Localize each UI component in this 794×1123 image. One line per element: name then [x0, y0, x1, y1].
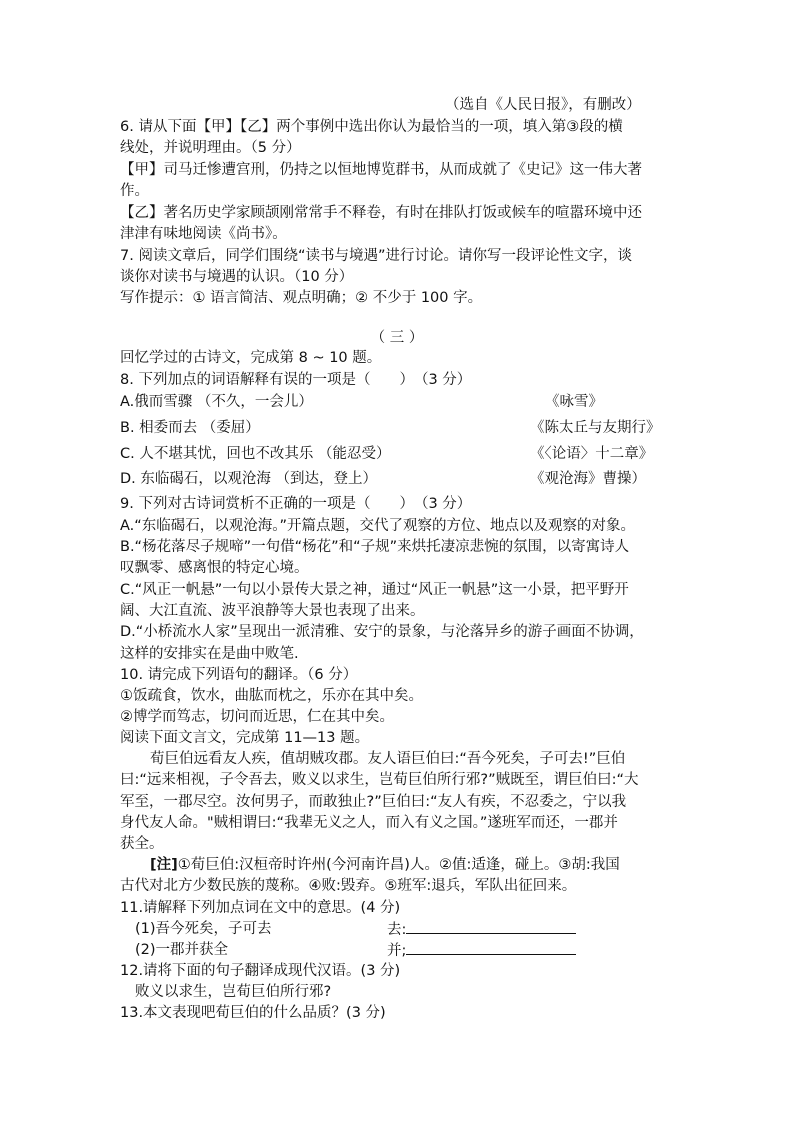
q8-option-d: D. 东临碣石，以观沧海 （到达，登上） — [120, 471, 377, 487]
q11-item1: (1)吾今死矣，子可去 — [135, 921, 272, 937]
passage-note-line2: 古代对北方少数民族的蔑称。④败:毁弃。⑤班军:退兵，军队出征回来。 — [120, 878, 577, 894]
passage-note-line1 — [150, 855, 620, 875]
q11-item2-answer — [387, 940, 576, 961]
q9-line: A.“东临碣石，以观沧海。”开篇点题，交代了观察的方位、地点以及观察的对象。 — [120, 518, 636, 534]
q9-line: B.“杨花落尽子规啼”一句借“杨花”和“子规”来烘托凄凉悲惋的氛围，以寄寓诗人 — [120, 539, 630, 555]
q11-stem: 11.请解释下列加点词在文中的意思。(4 分) — [120, 900, 401, 916]
q11-item2: (2)一郡并获全 — [135, 942, 229, 958]
section-title: （ 三 ） — [370, 330, 424, 346]
q10-item1: ①饭疏食，饮水，曲肱而枕之，乐亦在其中矣。 — [120, 688, 423, 704]
q12-sentence: 败义以求生，岂荀巨伯所行邪? — [135, 984, 332, 1000]
q6-jia-line2: 作。 — [120, 183, 149, 199]
q9-line: C.“风正一帆悬”一句以小景传大景之神，通过“风正一帆悬”这一小景，把平野开 — [120, 582, 629, 598]
q8-option-b-source: 《陈太丘与友期行》 — [530, 420, 661, 436]
passage-line: 荀巨伯远看友人疾，值胡贼攻郡。友人语巨伯曰:“吾今死矣，子可去!”巨伯 — [150, 751, 626, 767]
q9-line: D.“小桥流水人家”呈现出一派清雅、安宁的景象，与沦落异乡的游子画面不协调， — [120, 624, 644, 640]
q12-stem: 12.请将下面的句子翻译成现代汉语。(3 分) — [120, 963, 401, 979]
passage-intro: 阅读下面文言文，完成第 11—13 题。 — [120, 730, 370, 746]
q8-option-b: B. 相委而去 （委屈） — [120, 420, 260, 436]
q8-option-d-source: 《观沧海》曹操） — [530, 471, 646, 487]
q11-item2-label: 并; — [387, 943, 407, 959]
note-label: [注] — [150, 857, 178, 873]
note-text: ①荀巨伯:汉桓帝时许州(今河南许昌)人。②值:适逢，碰上。③胡:我国 — [177, 857, 620, 873]
q9-line: 叹飘零、感离恨的特定心境。 — [120, 560, 309, 576]
passage-line: 军至，一郡尽空。汝何男子，而敢独止?”巨伯曰:“友人有疾，不忍委之，宁以我 — [120, 794, 627, 810]
q7-line1: 7. 阅读文章后，同学们围绕“读书与境遇”进行讨论。请你写一段评论性文字，谈 — [120, 248, 632, 264]
q6-jia-line1: 【甲】司马迁惨遭宫刑，仍持之以恒地博览群书，从而成就了《史记》这一伟大著 — [120, 162, 642, 178]
passage-line: 曰:“远来相视，子令吾去，败义以求生，岂荀巨伯所行邪?”贼既至，谓巨伯曰:“大 — [120, 772, 639, 788]
q6-yi-line2: 津津有味地阅读《尚书》。 — [120, 226, 287, 242]
q7-hint: 写作提示：① 语言简洁、观点明确；② 不少于 100 字。 — [120, 290, 483, 306]
passage-line: 身代友人命。"贼相谓曰:“我辈无义之人，而入有义之国。”遂班军而还，一郡并 — [120, 815, 618, 831]
passage-line: 获全。 — [120, 836, 164, 852]
q6-yi-line1: 【乙】著名历史学家顾颉刚常常手不释卷，有时在排队打饭或候车的喧嚣环境中还 — [120, 205, 642, 221]
q10-stem: 10. 请完成下列语句的翻译。（6 分） — [120, 667, 358, 683]
q9-stem: 9. 下列对古诗词赏析不正确的一项是（ ） （3 分） — [120, 496, 472, 512]
section-intro: 回忆学过的古诗文，完成第 8 ~ 10 题。 — [120, 350, 382, 366]
source-line: （选自《人民日报》，有删改） — [445, 97, 641, 113]
q9-line: 这样的安排实在是曲中败笔. — [120, 646, 299, 662]
q8-option-a-source: 《咏雪》 — [545, 394, 603, 410]
q13-stem: 13.本文表现吧荀巨伯的什么品质？(3 分) — [120, 1005, 386, 1021]
answer-blank[interactable] — [406, 919, 576, 934]
answer-blank[interactable] — [406, 940, 576, 955]
q6-line2: 线处，并说明理由。（5 分） — [120, 140, 301, 156]
q6-line1: 6. 请从下面【甲】【乙】两个事例中选出你认为最恰当的一项，填入第③段的横 — [120, 119, 623, 135]
q7-line2: 谈你对读书与境遇的认识。（10 分） — [120, 269, 354, 285]
q8-option-c-source: 《〈论语〉十二章》 — [530, 446, 654, 462]
q11-item1-label: 去: — [387, 922, 407, 938]
q10-item2: ②博学而笃志，切问而近思，仁在其中矣。 — [120, 709, 394, 725]
q11-item1-answer — [387, 919, 576, 940]
q8-option-c: C. 人不堪其忧，回也不改其乐 （能忍受） — [120, 446, 391, 462]
q8-stem: 8. 下列加点的词语解释有误的一项是（ ） （3 分） — [120, 372, 472, 388]
q9-line: 阔、大江直流、波平浪静等大景也表现了出来。 — [120, 603, 425, 619]
q8-option-a: A.俄而雪骤 （不久，一会儿） — [120, 394, 313, 410]
